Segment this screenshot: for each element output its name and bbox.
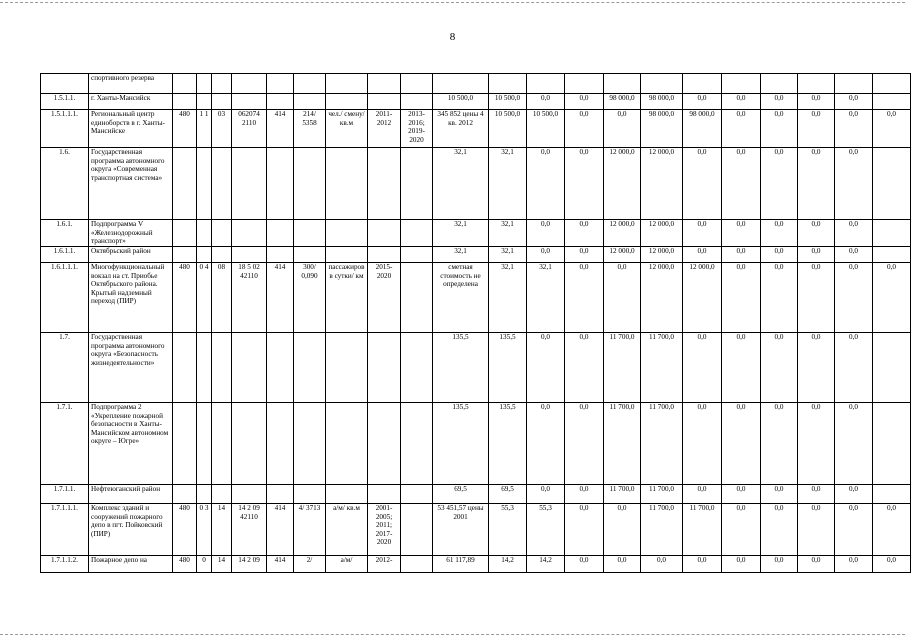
table-cell	[489, 74, 527, 94]
table-cell	[835, 74, 873, 94]
table-cell	[232, 403, 267, 485]
table-cell: 0,0	[798, 220, 835, 247]
table-cell	[232, 485, 267, 504]
table-cell	[401, 148, 433, 220]
table-cell	[197, 94, 212, 110]
table-cell	[433, 74, 489, 94]
table-cell: 414	[267, 504, 294, 556]
table-cell	[326, 247, 368, 263]
page-number: 8	[449, 31, 456, 43]
row-code-cell: 1.6.1.1.	[41, 247, 89, 263]
table-cell	[368, 220, 401, 247]
table-cell: 414	[267, 110, 294, 148]
table-cell: 0,0	[565, 263, 604, 333]
table-cell	[326, 403, 368, 485]
table-cell: 135,5	[433, 403, 489, 485]
table-cell: 414	[267, 263, 294, 333]
row-name-cell: Подпрограмма V «Железнодорожный транспорт»	[89, 220, 173, 247]
table-cell	[565, 74, 604, 94]
table-cell	[368, 403, 401, 485]
table-cell: 10 500,0	[433, 94, 489, 110]
table-cell: 0,0	[835, 148, 873, 220]
table-cell: 32,1	[489, 247, 527, 263]
table-cell: 14 2 09	[232, 556, 267, 573]
row-code-cell: 1.6.1.	[41, 220, 89, 247]
table-cell: 32,1	[489, 148, 527, 220]
table-cell: 0,0	[722, 556, 761, 573]
table-cell: 53 451,57 цены 2001	[433, 504, 489, 556]
table-cell	[267, 220, 294, 247]
table-row	[41, 110, 911, 148]
table-cell: 12 000,0	[641, 263, 683, 333]
table-cell: 0,0	[873, 504, 911, 556]
table-cell	[212, 74, 232, 94]
table-cell	[197, 74, 212, 94]
table-cell	[326, 220, 368, 247]
table-cell	[401, 247, 433, 263]
scan-bottom-edge	[0, 634, 905, 635]
table-cell: 0,0	[683, 148, 722, 220]
table-cell: 0,0	[722, 263, 761, 333]
table-cell: 2011-2012	[368, 110, 401, 148]
table-cell: 10 500,0	[489, 94, 527, 110]
table-cell	[368, 333, 401, 403]
table-row	[41, 148, 911, 220]
table-cell: 12 000,0	[683, 263, 722, 333]
table-cell: 61 117,89	[433, 556, 489, 573]
table-cell	[212, 247, 232, 263]
table-cell: 0,0	[565, 220, 604, 247]
table-cell	[232, 333, 267, 403]
table-cell: 10 500,0	[527, 110, 565, 148]
table-cell	[873, 94, 911, 110]
table-cell: пассажиров в сутки/ км	[326, 263, 368, 333]
table-cell: 4/ 3713	[294, 504, 326, 556]
table-cell: 0,0	[835, 110, 873, 148]
table-cell: 0,0	[761, 556, 798, 573]
table-cell	[401, 504, 433, 556]
table-cell	[401, 94, 433, 110]
table-cell	[326, 74, 368, 94]
table-cell	[197, 247, 212, 263]
table-cell: 0,0	[683, 220, 722, 247]
table-cell	[722, 74, 761, 94]
table-cell	[368, 74, 401, 94]
table-cell: 0,0	[761, 220, 798, 247]
table-cell: 12 000,0	[604, 220, 641, 247]
table-row	[41, 247, 911, 263]
table-cell: 0,0	[683, 485, 722, 504]
table-cell	[212, 403, 232, 485]
table-cell	[212, 148, 232, 220]
table-cell: 0,0	[604, 556, 641, 573]
table-cell	[527, 74, 565, 94]
table-cell: 0,0	[722, 220, 761, 247]
table-cell: 0,0	[722, 403, 761, 485]
table-cell: 0,0	[798, 263, 835, 333]
table-cell: 32,1	[433, 148, 489, 220]
table-cell	[401, 220, 433, 247]
budget-table	[40, 73, 911, 573]
table-cell: 0	[197, 556, 212, 573]
table-cell	[212, 94, 232, 110]
table-cell	[873, 247, 911, 263]
table-cell: 98 000,0	[604, 94, 641, 110]
table-cell: 32,1	[489, 220, 527, 247]
table-cell: 480	[173, 504, 197, 556]
table-cell: 11 700,0	[683, 504, 722, 556]
table-cell: 0,0	[604, 110, 641, 148]
table-cell	[173, 403, 197, 485]
table-cell: 0,0	[761, 333, 798, 403]
table-cell: 2001-2005; 2011; 2017-2020	[368, 504, 401, 556]
table-cell: 32,1	[527, 263, 565, 333]
table-cell: 98 000,0	[683, 110, 722, 148]
table-cell: 0 3	[197, 504, 212, 556]
row-name-cell: г. Ханты-Мансийск	[89, 94, 173, 110]
table-cell	[294, 403, 326, 485]
table-cell: 2/	[294, 556, 326, 573]
table-cell: 0,0	[873, 263, 911, 333]
table-cell: 11 700,0	[604, 333, 641, 403]
table-cell	[604, 74, 641, 94]
row-code-cell: 1.6.	[41, 148, 89, 220]
table-cell	[173, 94, 197, 110]
row-name-cell: Комплекс зданий и сооружений пожарного депо в пгт. Пойковский (ПИР)	[89, 504, 173, 556]
table-cell	[401, 403, 433, 485]
table-row	[41, 333, 911, 403]
table-cell	[326, 333, 368, 403]
table-cell	[873, 148, 911, 220]
table-cell: 1 1	[197, 110, 212, 148]
table-cell: 14,2	[489, 556, 527, 573]
table-cell	[326, 148, 368, 220]
table-cell: 0,0	[641, 556, 683, 573]
table-cell	[267, 74, 294, 94]
table-cell: 0,0	[761, 247, 798, 263]
table-cell: 0,0	[798, 148, 835, 220]
row-name-cell: спортивного резерва	[89, 74, 173, 94]
table-cell: 0,0	[527, 94, 565, 110]
table-cell	[368, 485, 401, 504]
table-cell: 414	[267, 556, 294, 573]
table-cell: 0,0	[565, 504, 604, 556]
table-cell	[368, 94, 401, 110]
table-row	[41, 403, 911, 485]
table-row	[41, 485, 911, 504]
table-cell: 11 700,0	[604, 403, 641, 485]
table-cell: 0,0	[683, 94, 722, 110]
table-cell: 0,0	[683, 403, 722, 485]
table-cell: 062074 2110	[232, 110, 267, 148]
table-cell	[401, 485, 433, 504]
table-cell	[173, 74, 197, 94]
table-cell	[173, 148, 197, 220]
table-cell: чел./ смену/ кв.м	[326, 110, 368, 148]
table-cell: 0,0	[798, 403, 835, 485]
table-cell: 0,0	[722, 333, 761, 403]
table-cell	[641, 74, 683, 94]
table-cell	[326, 485, 368, 504]
table-cell: 11 700,0	[641, 504, 683, 556]
table-cell: 03	[212, 110, 232, 148]
table-cell: 08	[212, 263, 232, 333]
table-cell: 0,0	[798, 110, 835, 148]
table-cell: 0,0	[565, 110, 604, 148]
table-cell	[173, 485, 197, 504]
table-cell: 0,0	[761, 110, 798, 148]
table-cell: 0,0	[835, 263, 873, 333]
table-cell	[873, 74, 911, 94]
table-cell: 0,0	[873, 110, 911, 148]
table-cell	[232, 94, 267, 110]
table-cell	[212, 485, 232, 504]
table-cell	[683, 74, 722, 94]
row-code-cell: 1.7.1.1.	[41, 485, 89, 504]
table-cell: 18 5 02 42110	[232, 263, 267, 333]
table-cell	[326, 94, 368, 110]
table-cell: 32,1	[489, 263, 527, 333]
table-cell	[232, 74, 267, 94]
table-cell	[232, 148, 267, 220]
table-cell: 69,5	[489, 485, 527, 504]
table-cell: 12 000,0	[641, 247, 683, 263]
row-code-cell: 1.6.1.1.1.	[41, 263, 89, 333]
table-cell: 0,0	[835, 220, 873, 247]
table-cell: 0,0	[722, 504, 761, 556]
row-name-cell: Подпрограмма 2 «Укрепление пожарной безопасности в Ханты-Мансийском автономном округе – Югре»	[89, 403, 173, 485]
table-cell: 12 000,0	[604, 148, 641, 220]
table-cell: 98 000,0	[641, 94, 683, 110]
table-cell: 0,0	[604, 263, 641, 333]
table-cell	[197, 333, 212, 403]
table-row	[41, 74, 911, 94]
table-cell	[294, 148, 326, 220]
table-cell	[401, 333, 433, 403]
table-cell: 32,1	[433, 247, 489, 263]
table-cell: 135,5	[489, 403, 527, 485]
table-cell: 0,0	[722, 247, 761, 263]
table-cell: 214/ 5358	[294, 110, 326, 148]
table-cell: 0,0	[683, 247, 722, 263]
table-cell: 0,0	[835, 333, 873, 403]
table-cell: 0,0	[761, 504, 798, 556]
table-cell	[294, 94, 326, 110]
table-cell: 69,5	[433, 485, 489, 504]
table-cell	[761, 74, 798, 94]
table-row	[41, 556, 911, 573]
table-row	[41, 94, 911, 110]
table-cell: 14	[212, 556, 232, 573]
table-cell	[368, 148, 401, 220]
table-cell: 0,0	[761, 148, 798, 220]
table-cell	[873, 485, 911, 504]
table-cell: сметная стоимость не определена	[433, 263, 489, 333]
table-cell: 480	[173, 556, 197, 573]
table-cell: 0,0	[565, 94, 604, 110]
row-code-cell: 1.7.	[41, 333, 89, 403]
table-cell: 0,0	[835, 247, 873, 263]
table-cell: а/м/	[326, 556, 368, 573]
table-cell: 14 2 09 42110	[232, 504, 267, 556]
table-cell: 0,0	[683, 333, 722, 403]
table-cell	[401, 74, 433, 94]
table-cell: 0,0	[604, 504, 641, 556]
table-cell	[294, 485, 326, 504]
table-cell: 0,0	[527, 220, 565, 247]
table-cell: 0,0	[761, 94, 798, 110]
table-cell: 0,0	[761, 485, 798, 504]
table-cell: 0,0	[527, 247, 565, 263]
table-cell: 0,0	[798, 247, 835, 263]
table-cell	[267, 403, 294, 485]
table-cell: 135,5	[489, 333, 527, 403]
table-cell: 12 000,0	[641, 220, 683, 247]
table-cell	[267, 333, 294, 403]
table-cell: 0,0	[798, 485, 835, 504]
table-cell: 10 500,0	[489, 110, 527, 148]
table-cell: 2012-	[368, 556, 401, 573]
table-cell: 345 852 цены 4 кв. 2012	[433, 110, 489, 148]
row-code-cell: 1.5.1.1.	[41, 94, 89, 110]
table-row	[41, 220, 911, 247]
table-cell	[294, 74, 326, 94]
table-cell: 0,0	[835, 485, 873, 504]
table-cell	[173, 333, 197, 403]
row-name-cell: Государственная программа автономного округа «Безопасность жизнедеятельности»	[89, 333, 173, 403]
row-code-cell	[41, 74, 89, 94]
table-cell: 0,0	[565, 247, 604, 263]
table-cell: 0,0	[565, 403, 604, 485]
table-cell: 12 000,0	[604, 247, 641, 263]
row-name-cell: Пожарное депо на	[89, 556, 173, 573]
table-cell	[798, 74, 835, 94]
table-cell: 14	[212, 504, 232, 556]
table-cell: 32,1	[433, 220, 489, 247]
table-cell	[173, 220, 197, 247]
table-cell	[267, 94, 294, 110]
table-cell	[197, 220, 212, 247]
table-cell: 0 4	[197, 263, 212, 333]
table-cell: 0,0	[683, 556, 722, 573]
table-cell: 0,0	[722, 485, 761, 504]
table-cell	[401, 556, 433, 573]
table-cell: 55,3	[489, 504, 527, 556]
table-cell: 11 700,0	[604, 485, 641, 504]
row-name-cell: Октябрьский район	[89, 247, 173, 263]
table-cell	[212, 220, 232, 247]
table-cell	[267, 485, 294, 504]
table-cell	[294, 220, 326, 247]
table-cell	[368, 247, 401, 263]
table-cell: 0,0	[722, 94, 761, 110]
table-cell: 0,0	[527, 403, 565, 485]
table-cell: 135,5	[433, 333, 489, 403]
table-cell	[197, 148, 212, 220]
row-code-cell: 1.5.1.1.1.	[41, 110, 89, 148]
table-cell: 98 000,0	[641, 110, 683, 148]
table-cell: 0,0	[798, 504, 835, 556]
table-cell	[232, 247, 267, 263]
table-cell: 0,0	[835, 403, 873, 485]
table-cell	[294, 247, 326, 263]
table-cell	[873, 220, 911, 247]
table-cell: 0,0	[565, 333, 604, 403]
row-code-cell: 1.7.1.1.1.	[41, 504, 89, 556]
table-cell: 0,0	[873, 556, 911, 573]
table-cell: 0,0	[565, 556, 604, 573]
table-cell: 2013-2016; 2019-2020	[401, 110, 433, 148]
table-cell: 0,0	[798, 556, 835, 573]
table-cell: 480	[173, 263, 197, 333]
row-code-cell: 1.7.1.1.2.	[41, 556, 89, 573]
table-cell: 0,0	[565, 148, 604, 220]
table-cell: 0,0	[798, 94, 835, 110]
table-cell: 0,0	[565, 485, 604, 504]
row-code-cell: 1.7.1.	[41, 403, 89, 485]
row-name-cell: Многофункциональный вокзал на ст. Приобье Октябрьского района. Крытый надземный переход (ПИР)	[89, 263, 173, 333]
table-cell: 0,0	[722, 148, 761, 220]
table-cell: 55,3	[527, 504, 565, 556]
table-cell	[873, 333, 911, 403]
row-name-cell: Нефтеюганский район	[89, 485, 173, 504]
table-cell: 0,0	[835, 504, 873, 556]
table-cell: 0,0	[527, 485, 565, 504]
table-cell	[212, 333, 232, 403]
table-cell: 0,0	[798, 333, 835, 403]
table-cell: 14,2	[527, 556, 565, 573]
row-name-cell: Государственная программа автономного округа «Современная транспортная система»	[89, 148, 173, 220]
table-cell: 0,0	[527, 333, 565, 403]
table-cell: 0,0	[527, 148, 565, 220]
table-cell	[873, 403, 911, 485]
table-cell: 11 700,0	[641, 485, 683, 504]
table-cell: 0,0	[761, 403, 798, 485]
table-cell: 12 000,0	[641, 148, 683, 220]
table-cell: 11 700,0	[641, 333, 683, 403]
table-cell	[197, 403, 212, 485]
table-cell	[401, 263, 433, 333]
table-cell: 480	[173, 110, 197, 148]
table-cell	[173, 247, 197, 263]
table-row	[41, 504, 911, 556]
table-cell: 2015-2020	[368, 263, 401, 333]
table-cell	[267, 247, 294, 263]
table-cell: а/м/ кв.м	[326, 504, 368, 556]
table-cell	[294, 333, 326, 403]
scan-top-edge	[0, 2, 905, 3]
table-cell: 0,0	[722, 110, 761, 148]
budget-table-container	[40, 73, 896, 572]
table-cell: 0,0	[835, 556, 873, 573]
row-name-cell: Региональный центр единоборств в г. Ханты-Мансийске	[89, 110, 173, 148]
table-cell	[197, 485, 212, 504]
table-cell: 300/ 0,090	[294, 263, 326, 333]
table-cell: 11 700,0	[641, 403, 683, 485]
table-cell	[232, 220, 267, 247]
table-cell: 0,0	[761, 263, 798, 333]
table-row	[41, 263, 911, 333]
table-cell	[267, 148, 294, 220]
table-cell: 0,0	[835, 94, 873, 110]
